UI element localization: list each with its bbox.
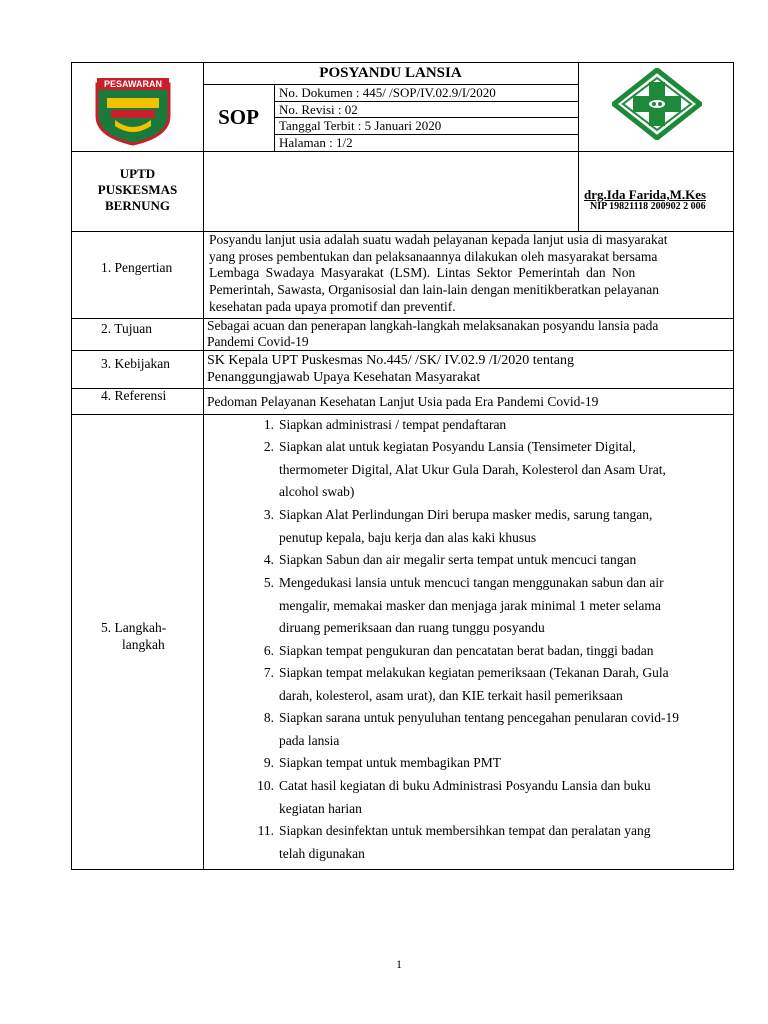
list-item [252, 707, 704, 752]
list-item [252, 549, 704, 571]
step-number: 10. [257, 778, 274, 793]
pengertian-line: Pemerintah, Sawasta, Organisosial dan lain-lain dengan menitikberatkan pelayanan [209, 282, 659, 297]
puskesmas-cross-logo [612, 68, 702, 140]
revision-number: No. Revisi : 02 [279, 102, 358, 117]
label-kebijakan: 3. Kebijakan [101, 356, 170, 371]
list-item [252, 775, 704, 820]
page-number: 1 [396, 957, 402, 971]
step-text: Siapkan alat untuk kegiatan Posyandu Lansia (Tensimeter Digital, thermometer Digital, Alat Ukur Gula Darah, Kolesterol dan Asam Urat, alcohol swab) [279, 439, 666, 499]
tujuan-line: Sebagai acuan dan penerapan langkah-langkah melaksanakan posyandu lansia pada [207, 318, 659, 333]
pengertian-line: kesehatan pada upaya promotif dan preventif. [209, 299, 456, 314]
doc-number: No. Dokumen : 445/ /SOP/IV.02.9/I/2020 [279, 85, 496, 100]
list-item [252, 820, 704, 865]
tujuan-line: Pandemi Covid-19 [207, 334, 309, 349]
step-number: 9. [263, 755, 274, 770]
label-pengertian: 1. Pengertian [101, 260, 173, 275]
logo-text: PESAWARAN [103, 79, 162, 89]
step-number: 2. [263, 439, 274, 454]
referensi-text: Pedoman Pelayanan Kesehatan Lanjut Usia pada Era Pandemi Covid-19 [207, 394, 599, 409]
list-item [252, 640, 704, 662]
step-number: 1. [263, 417, 274, 432]
pengertian-line: Posyandu lanjut usia adalah suatu wadah pelayanan kepada lanjut usia di masyarakat [209, 232, 668, 247]
step-text: Siapkan tempat melakukan kegiatan pemeriksaan (Tekanan Darah, Gula darah, kolesterol, asam urat), dan KIE terkait hasil pemeriksaan [279, 665, 669, 703]
kebijakan-line: Penanggungjawab Upaya Kesehatan Masyarakat [207, 370, 481, 385]
org-name-line3: BERNUNG [104, 198, 170, 213]
label-referensi: 4. Referensi [101, 388, 167, 403]
step-number: 11. [257, 823, 274, 838]
kebijakan-line: SK Kepala UPT Puskesmas No.445/ /SK/ IV.02.9 /I/2020 tentang [207, 353, 574, 368]
org-name-line2: PUSKESMAS [97, 182, 178, 197]
label-langkah-line2: langkah [122, 637, 165, 652]
step-number: 4. [263, 552, 274, 567]
pengertian-line: yang proses pembentukan dan pelaksanaannya dilakukan oleh masyarakat bersama [209, 249, 658, 264]
sop-label: SOP [218, 105, 259, 129]
step-text: Siapkan administrasi / tempat pendaftaran [279, 417, 507, 432]
step-text: Catat hasil kegiatan di buku Administrasi Posyandu Lansia dan buku kegiatan harian [279, 778, 651, 816]
step-text: Siapkan sarana untuk penyuluhan tentang pencegahan penularan covid-19 pada lansia [279, 710, 679, 748]
list-item [252, 572, 704, 640]
list-item [252, 504, 704, 549]
list-item [252, 662, 704, 707]
page-count: Halaman : 1/2 [279, 135, 353, 150]
document-title: POSYANDU LANSIA [319, 65, 462, 81]
step-text: Siapkan tempat untuk membagikan PMT [279, 755, 501, 770]
org-name-line1: UPTD [119, 166, 156, 181]
list-item [252, 414, 704, 436]
signatory-nip: NIP 19821118 200902 2 006 [590, 201, 706, 212]
step-text: Siapkan tempat pengukuran dan pencatatan berat badan, tinggi badan [279, 643, 654, 658]
step-number: 3. [263, 507, 274, 522]
issue-date: Tanggal Terbit : 5 Januari 2020 [279, 118, 442, 133]
step-text: Siapkan desinfektan untuk membersihkan tempat dan peralatan yang telah digunakan [279, 823, 651, 861]
step-text: Siapkan Sabun dan air megalir serta tempat untuk mencuci tangan [279, 552, 637, 567]
step-text: Mengedukasi lansia untuk mencuci tangan menggunakan sabun dan air mengalir, memakai masker dan menjaga jarak minimal 1 meter selama diruang pemeriksaan dan ruang tunggu posyandu [279, 575, 664, 635]
step-number: 5. [263, 575, 274, 590]
pengertian-line: Lembaga Swadaya Masyarakat (LSM). Lintas Sektor Pemerintah dan Non [209, 265, 636, 280]
signatory-name: drg.Ida Farida,M.Kes [584, 187, 707, 202]
list-item [252, 436, 704, 504]
step-number: 6. [263, 643, 274, 658]
label-langkah-line1: 5. Langkah- [101, 620, 167, 635]
label-tujuan: 2. Tujuan [101, 321, 153, 336]
step-text: Siapkan Alat Perlindungan Diri berupa masker medis, sarung tangan, penutup kepala, baju kerja dan alas kaki khusus [279, 507, 653, 545]
pesawaran-logo [93, 76, 173, 146]
step-number: 7. [263, 665, 274, 680]
step-number: 8. [263, 710, 274, 725]
list-item [252, 752, 704, 774]
